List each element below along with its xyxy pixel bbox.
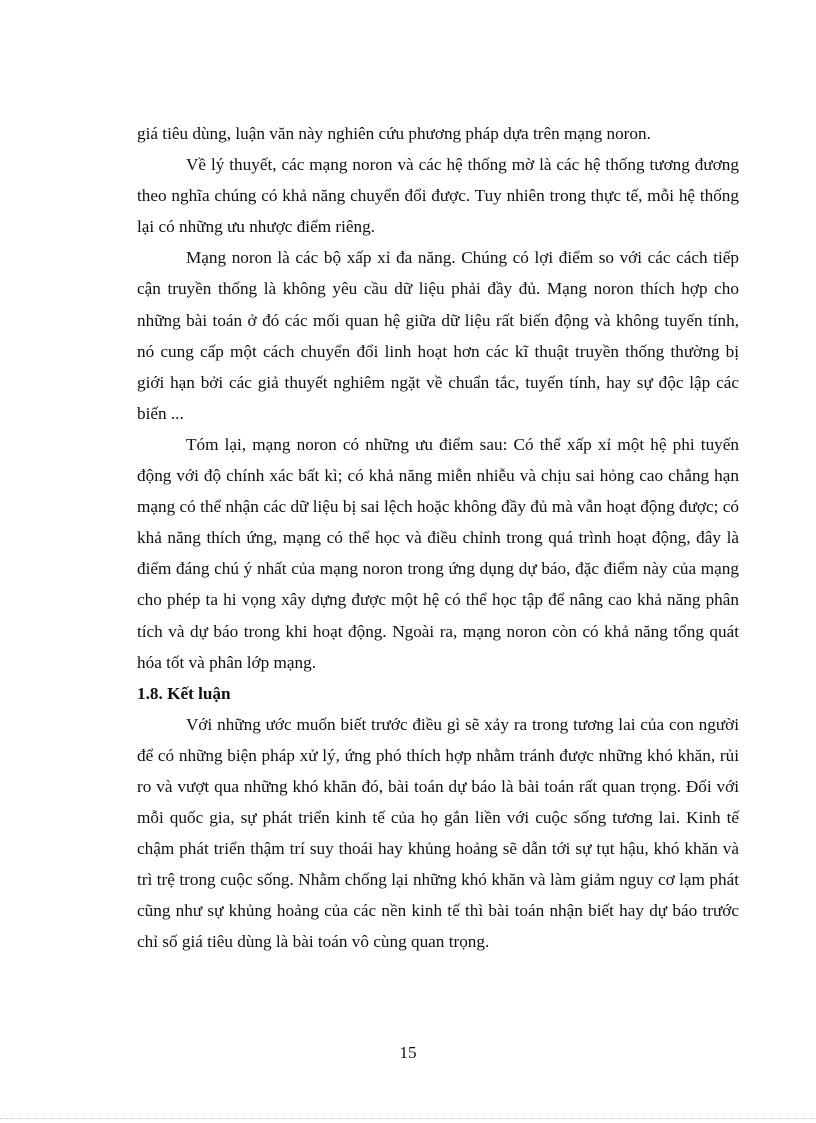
page-number: 15 [399,1043,417,1062]
paragraph-summary-advantages: Tóm lại, mạng noron có những ưu điểm sau: Có thể xấp xỉ một hệ phi tuyến động với độ chính xác bất kì; có khả năng miễn nhiễu và chịu sai hỏng cao chẳng hạn mạng có thể nhận các dữ liệu bị sai lệch hoặc không đầy đủ mà vẫn hoạt động được; có khả năng thích ứng, mạng có thể học và điều chỉnh trong quá trình hoạt động, đây là điểm đáng chú ý nhất của mạng noron trong ứng dụng dự báo, đặc điểm này của mạng cho phép ta hi vọng xây dựng được một hệ có thể học tập để nâng cao khả năng phân tích và dự báo trong khi hoạt động. Ngoài ra, mạng noron còn có khả năng tổng quát hóa tốt và phân lớp mạng. [137,434,739,672]
paragraph-theory: Về lý thuyết, các mạng noron và các hệ thống mờ là các hệ thống tương đương theo nghĩa chúng có khả năng chuyển đổi được. Tuy nhiên trong thực tế, mỗi hệ thống lại có những ưu nhược điểm riêng. [137,155,739,237]
paragraph-conclusion: Với những ước muốn biết trước điều gì sẽ xảy ra trong tương lai của con người để có những biện pháp xử lý, ứng phó thích hợp nhằm tránh được những khó khăn, rủi ro và vượt qua những khó khăn đó, bài toán dự báo là bài toán rất quan trọng. Đối với mỗi quốc gia, sự phát triển kinh tế của họ gắn liền với cuộc sống tương lai. Kinh tế chậm phát triển thậm trí suy thoái hay khủng hoảng sẽ dẫn tới sự tụt hậu, khó khăn và trì trệ trong cuộc sống. Nhằm chống lại những khó khăn và làm giảm nguy cơ lạm phát cũng như sự khủng hoảng của các nền kinh tế thì bài toán nhận biết hay dự báo trước chỉ số giá tiêu dùng là bài toán vô cùng quan trọng. [137,714,739,952]
page-bottom-divider [0,1118,816,1119]
paragraph-continuation: giá tiêu dùng, luận văn này nghiên cứu phương pháp dựa trên mạng noron. [137,124,651,143]
paragraph-neural-approximators: Mạng noron là các bộ xấp xỉ đa năng. Chúng có lợi điểm so với các cách tiếp cận truyền thống là không yêu cầu dữ liệu phải đầy đủ. Mạng noron thích hợp cho những bài toán ở đó các mối quan hệ giữa dữ liệu rất biến động và không tuyến tính, nó cung cấp một cách chuyển đổi linh hoạt hơn các kĩ thuật truyền thống thường bị giới hạn bởi các giả thuyết nghiêm ngặt về chuẩn tắc, tuyến tính, hay sự độc lập các biến ... [137,248,739,423]
body-text [137,118,739,958]
section-heading: 1.8. Kết luận [137,683,231,703]
